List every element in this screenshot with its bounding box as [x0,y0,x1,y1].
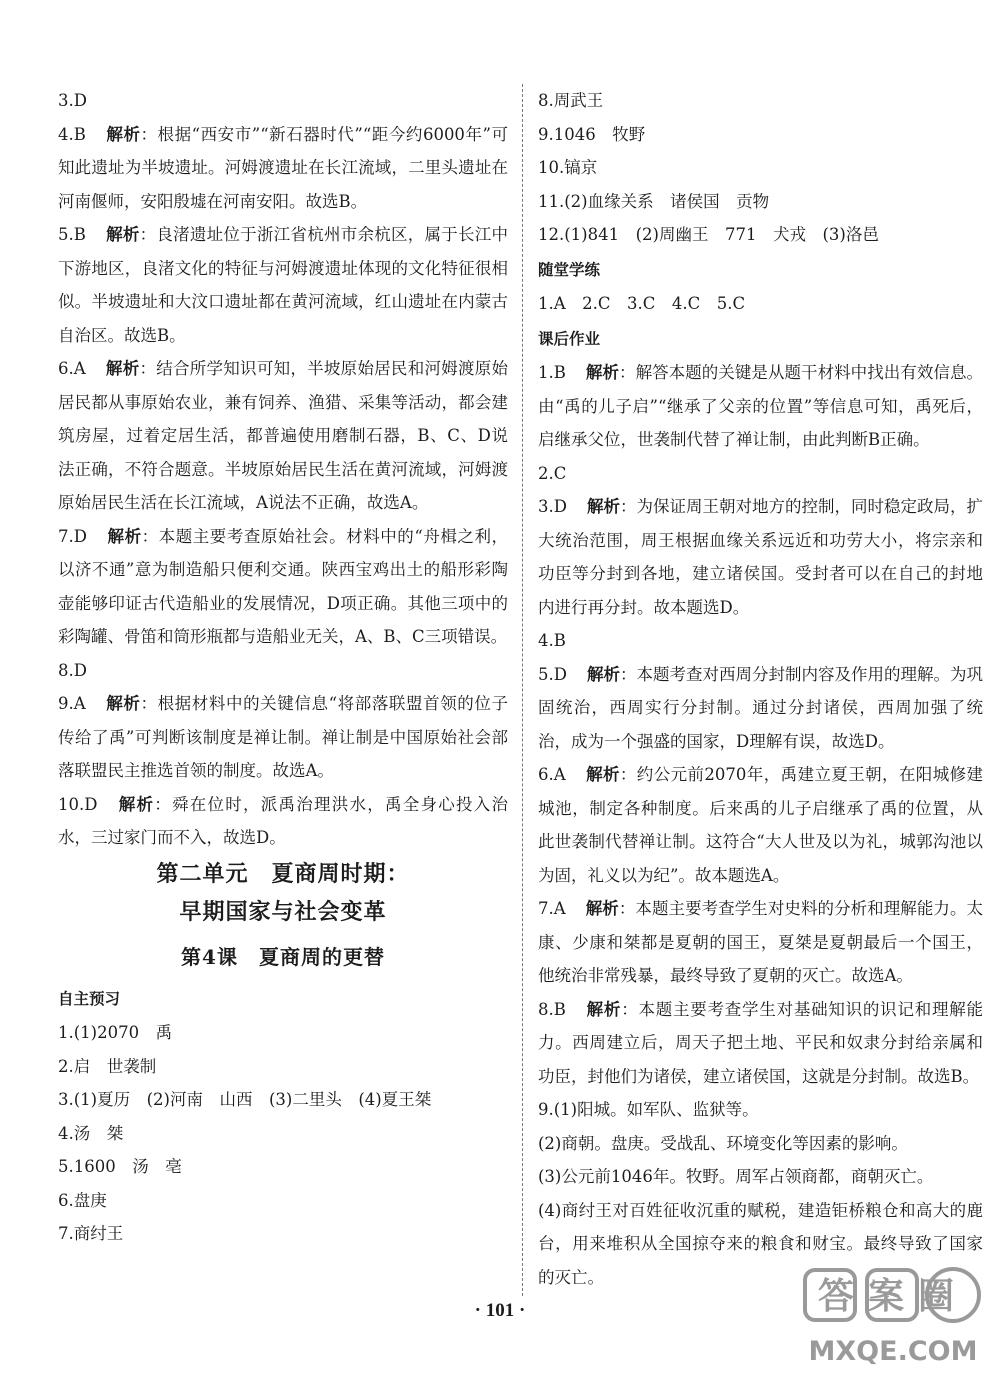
answer-number: 7.A [538,899,566,918]
answer-number: 1.B [538,363,566,382]
answer-entry [538,151,983,185]
answer-entry [58,1050,508,1084]
q9-part: (3)公元前1046年。牧野。周军占领商都，商朝灭亡。 [538,1167,934,1186]
analysis-label: 解析 [585,765,620,784]
answer-entry [538,892,983,993]
answer-entry [58,1217,508,1251]
answer-entry [58,84,508,118]
answer-entry [58,654,508,688]
answer-number: 2.C [538,463,567,483]
answer-number: 4.B [538,631,566,650]
answer-entry [58,520,508,654]
answer-text: ：为保证周王朝对地方的控制，同时稳定政局，扩大统治范围，周王根据血缘关系远近和功劳大小，将宗亲和功臣等分封到各地，建立诸侯国。受封者可以在自己的封地内进行再分封。故本题选D。 [538,497,984,617]
answer-entry [58,1184,508,1218]
analysis-label: 解析 [117,794,155,814]
analysis-label: 解析 [585,899,619,918]
answer-number: 8. [538,91,554,110]
answer-text: ：舜在位时，派禹治理洪水，禹全身心投入治水，三过家门而不入，故选D。 [58,794,509,847]
answer-entry [538,993,983,1094]
answer-number: 2. [58,1056,74,1076]
answer-number: 10.D [58,794,98,814]
answer-entry [538,658,983,759]
page-number: · 101 · [474,1300,526,1321]
right-column [538,84,983,1294]
answer-number: 3. [58,1090,74,1109]
answer-entry [58,118,508,219]
answer-entry [58,687,508,788]
answer-text: ：根据“西安市”“新石器时代”“距今约6000年”可知此遗址为半坡遗址。河姆渡遗址在长江流域，二里头遗址在河南偃师，安阳殷墟在河南安阳。故选B。 [58,124,509,211]
answer-text: 1046 牧野 [553,124,646,144]
analysis-label: 解析 [106,526,142,546]
answer-entry [538,457,983,491]
answer-number: 1. [58,1023,74,1042]
analysis-label: 解析 [585,999,622,1019]
answer-number: 10. [538,158,565,177]
answer-entry [538,490,983,624]
answer-entry [58,1016,508,1050]
answer-text: 盘庚 [73,1190,107,1210]
answer-text: ：约公元前2070年，禹建立夏王朝，在阳城修建城池，制定各种制度。后来禹的儿子启继承了禹的位置，从此世袭制代替禅让制。这符合“大人世及以为礼，城郭沟池以为固，礼义以为纪”。故本题选A。 [538,765,984,885]
unit-title-line2: 早期国家与社会变革 [179,898,387,925]
answer-text: (1)夏历 (2)河南 山西 (3)二里头 (4)夏王桀 [73,1090,432,1109]
answer-text: 1600 汤 亳 [73,1157,182,1176]
answer-number: 9. [538,124,554,144]
column-divider [522,84,523,1296]
answer-entry [538,84,983,118]
watermark-brand: 答案圈 [817,1276,969,1317]
answer-number: 7.D [58,526,87,546]
q9-part: (4)商纣王对百姓征收沉重的赋税，建造钜桥粮仓和高大的鹿台，用来堆积从全国掠夺来的粮食和财宝。最终导致了国家的灭亡。 [538,1200,983,1287]
answer-number: 5.D [538,664,567,684]
left-column [58,84,508,1251]
answer-entry [538,118,983,152]
answer-entry [58,352,508,520]
left-answers-part1 [58,84,508,855]
answer-entry [58,788,508,855]
watermark-logo [801,1264,986,1374]
answer-text: 周武王 [553,91,604,110]
answer-text: ：本题主要考查学生对史料的分析和理解能力。太康、少康和桀都是夏朝的国王，夏桀是夏朝最后一个国王，他统治非常残暴，最终导致了夏朝的灭亡。故选A。 [538,899,984,985]
answer-number: 3.D [58,91,87,110]
answer-number: 9.A [58,694,86,713]
section-heading-preview: 自主预习 [58,989,121,1008]
answer-number: 8.B [538,999,566,1019]
answer-entry [58,1117,508,1151]
answer-entry [58,1083,508,1117]
answer-number: 4.B [58,124,86,144]
answer-entry [538,758,983,892]
answer-entry [538,218,983,252]
answer-text: 汤 桀 [73,1123,124,1143]
answer-text: ：良渚遗址位于浙江省杭州市余杭区，属于长江中下游地区，良渚文化的特征与河姆渡遗址体现的文化特征很相似。半坡遗址和大汶口遗址都在黄河流域，红山遗址在内蒙古自治区。故选B。 [58,225,508,345]
section-heading-homework: 课后作业 [538,329,601,348]
answer-text: ：本题主要考查学生对基础知识的识记和理解能力。西周建立后，周天子把土地、平民和奴隶分封给亲属和功臣，封他们为诸侯，建立诸侯国，这就是分封制。故选B。 [538,999,984,1086]
answer-text: ：解答本题的关键是从题干材料中找出有效信息。由“禹的儿子启”“继承了父亲的位置”等信息可知，禹死后，启继承父位，世袭制代替了禅让制，由此判断B正确。 [538,363,983,449]
answer-text: 商纣王 [73,1224,124,1243]
answer-text: ：根据材料中的关键信息“将部落联盟首领的位子传给了禹”可判断该制度是禅让制。禅让制是中国原始社会部落联盟民主推选首领的制度。故选A。 [58,694,509,780]
watermark-site: MXQE.COM [808,1336,978,1367]
answer-number: 7. [58,1224,74,1243]
answer-number: 3.D [538,497,567,516]
q9-number: 9. [538,1100,554,1119]
answer-number: 11. [538,191,565,211]
answer-entry [538,356,983,457]
answer-number: 12. [538,225,565,244]
answer-number: 5. [58,1157,74,1176]
section-heading-class-practice: 随堂学练 [538,260,601,279]
analysis-label: 解析 [105,124,141,144]
answer-text: (1)2070 禹 [73,1023,173,1042]
answer-number: 6.A [58,359,86,378]
analysis-label: 解析 [586,664,620,684]
answer-entry [58,1150,508,1184]
q9-part: 9.(1)阳城。如军队、监狱等。 [538,1100,759,1119]
answer-text: 启 世袭制 [73,1056,157,1076]
answer-entry [538,624,983,658]
q9-part: (2)商朝。盘庚。受战乱、环境变化等因素的影响。 [538,1133,908,1153]
class-practice-answers: 1.A 2.C 3.C 4.C 5.C [538,294,746,313]
analysis-label: 解析 [105,225,140,244]
answer-text: 镐京 [564,158,598,177]
analysis-label: 解析 [105,694,141,713]
answer-number: 8.D [58,660,87,680]
answer-entry [58,218,508,352]
homework-answers [538,356,983,1093]
answer-entry [538,185,983,219]
analysis-label: 解析 [585,363,620,382]
analysis-label: 解析 [586,497,620,516]
answer-text: ：本题主要考查原始社会。材料中的“舟楫之利，以济不通”意为制造船只便利交通。陕西宝鸡出土的船形彩陶壶能够印证古代造船业的发展情况，D项正确。其他三项中的彩陶罐、骨笛和筒形瓶都与造船业无关，A、B、C三项错误。 [58,526,509,646]
analysis-label: 解析 [105,359,140,378]
answer-text: (1)841 (2)周幽王 771 犬戎 (3)洛邑 [564,225,879,244]
answer-number: 6. [58,1190,74,1210]
answer-text: ：结合所学知识可知，半坡原始居民和河姆渡原始居民都从事原始农业，兼有饲养、渔猎、采集等活动，都会建筑房屋，过着定居生活，都普遍使用磨制石器，B、C、D说法正确，不符合题意。半坡原始居民生活在黄河流域，河姆渡原始居民生活在长江流域，A说法不正确，故选A。 [58,359,509,512]
unit-title-line1: 第二单元 夏商周时期： [156,860,410,887]
lesson-title: 第4课 夏商周的更替 [181,944,385,969]
answer-number: 6.A [538,765,566,784]
answer-number: 5.B [58,225,86,244]
answer-text: (2)血缘关系 诸侯国 贡物 [564,191,770,211]
preview-answers [58,1016,508,1251]
preview-answers-continued [538,84,983,252]
unit-title [58,855,508,931]
answer-number: 4. [58,1123,74,1143]
answer-text: ：本题考查对西周分封制内容及作用的理解。为巩固统治，西周实行分封制。通过分封诸侯，西周加强了统治，成为一个强盛的国家，D理解有误，故选D。 [538,664,984,751]
